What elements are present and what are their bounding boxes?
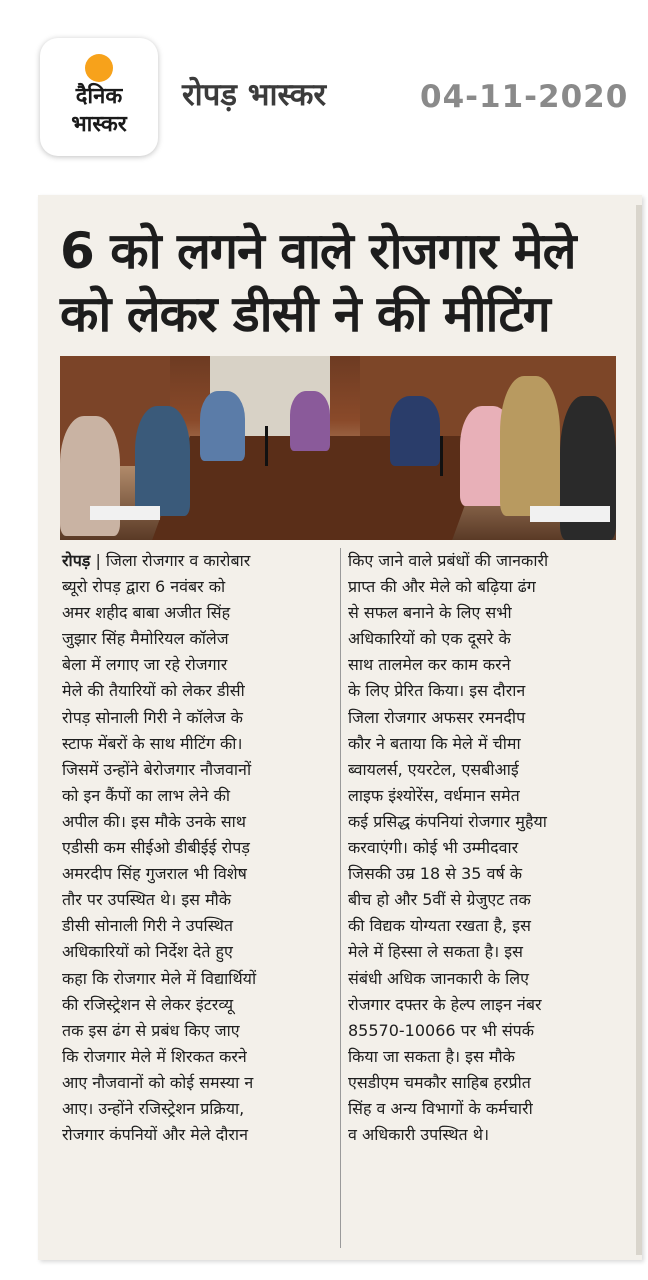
photo-paper [90, 506, 160, 520]
edition-title: रोपड़ भास्कर [182, 77, 327, 113]
article-line: प्राप्त की और मेले को बढ़िया ढंग [348, 577, 536, 597]
sun-icon [85, 54, 113, 82]
article-line: जिसमें उन्होंने बेरोजगार नौजवानों [62, 759, 252, 779]
article-line: किया जा सकता है। इस मौके [348, 1046, 515, 1066]
clipping-edge [636, 205, 642, 1255]
article-column-left [62, 548, 334, 1148]
photo-person [500, 376, 560, 516]
article-line: मेले की तैयारियों को लेकर डीसी [62, 681, 245, 701]
article-line: रोजगार दफ्तर के हेल्प लाइन नंबर [348, 994, 542, 1014]
article-line: एसडीएम चमकौर साहिब हरप्रीत [348, 1072, 531, 1092]
article-line: एडीसी कम सीईओ डीबीईई रोपड़ [62, 838, 250, 858]
article-line: तौर पर उपस्थित थे। इस मौके [62, 890, 232, 910]
article-line: साथ तालमेल कर काम करने [348, 655, 511, 675]
article-line: अमर शहीद बाबा अजीत सिंह [62, 603, 231, 623]
photo-person [390, 396, 440, 466]
article-line: मेले में हिस्सा ले सकता है। इस [348, 942, 523, 962]
logo-word-bhaskar: भास्कर [71, 112, 127, 137]
article-line: कई प्रसिद्ध कंपनियां रोजगार मुहैया [348, 811, 547, 831]
article-line: किए जाने वाले प्रबंधों की जानकारी [348, 551, 549, 570]
article-line: सिंह व अन्य विभागों के कर्मचारी [348, 1098, 533, 1118]
article-line: अमरदीप सिंह गुजराल भी विशेष [62, 864, 247, 884]
article-line: व अधिकारी उपस्थित थे। [348, 1125, 490, 1145]
article-line: ब्वायलर्स, एयरटेल, एसबीआई [348, 759, 519, 779]
article-line: 85570-10066 पर भी संपर्क [348, 1020, 535, 1040]
article-line: बीच हो और 5वीं से ग्रेजुएट तक [348, 890, 531, 910]
article-line: कहा कि रोजगार मेले में विद्यार्थियों [62, 968, 257, 988]
article-line: की विद्यक योग्यता रखता है, इस [348, 916, 531, 936]
article-line: के लिए प्रेरित किया। इस दौरान [348, 681, 526, 701]
headline-line-2: को लेकर डीसी ने की मीटिंग [60, 285, 550, 343]
article-line: बेला में लगाए जा रहे रोजगार [62, 655, 228, 675]
article-line: रोजगार कंपनियों और मेले दौरान [62, 1125, 248, 1145]
photo-person [200, 391, 245, 461]
photo-person [290, 391, 330, 451]
edition-date: 04-11-2020 [420, 79, 629, 115]
article-line: संबंधी अधिक जानकारी के लिए [348, 968, 529, 988]
photo-person [135, 406, 190, 516]
article-line: अपील की। इस मौके उनके साथ [62, 811, 247, 831]
article-line: से सफल बनाने के लिए सभी [348, 603, 512, 623]
article-line: लाइफ इंश्योरेंस, वर्धमान समेत [348, 785, 520, 805]
article-line: ब्यूरो रोपड़ द्वारा 6 नवंबर को [62, 577, 226, 597]
article-line: कौर ने बताया कि मेले में चीमा [348, 733, 521, 753]
article-line: अधिकारियों को एक दूसरे के [348, 629, 511, 649]
article-line: जुझार सिंह मैमोरियल कॉलेज [62, 629, 229, 649]
article-line: की रजिस्ट्रेशन से लेकर इंटरव्यू [62, 994, 234, 1014]
article-line: आए नौजवानों को कोई समस्या न [62, 1072, 254, 1092]
app-header [0, 0, 648, 185]
article-line: जिला रोजगार अफसर रमनदीप [348, 707, 526, 727]
photo-microphone [440, 436, 443, 476]
article-line: तक इस ढंग से प्रबंध किए जाए [62, 1020, 240, 1040]
article-line: जिसकी उम्र 18 से 35 वर्ष के [348, 864, 523, 884]
meeting-photo [60, 356, 616, 540]
dainik-bhaskar-logo[interactable] [40, 38, 158, 156]
article-line: | जिला रोजगार व कारोबार [95, 551, 251, 570]
article-line: डीसी सोनाली गिरी ने उपस्थित [62, 916, 233, 936]
headline-line-1: 6 को लगने वाले रोजगार मेले [60, 222, 576, 280]
photo-microphone [265, 426, 268, 466]
dateline: रोपड़ [62, 551, 91, 570]
photo-paper [530, 506, 610, 522]
logo-word-dainik: दैनिक [75, 84, 123, 109]
article-line: को इन कैंपों का लाभ लेने की [62, 785, 231, 805]
article-line: आए। उन्होंने रजिस्ट्रेशन प्रक्रिया, [62, 1098, 245, 1118]
article-line: स्टाफ मेंबरों के साथ मीटिंग की। [62, 733, 243, 753]
article-column-right [348, 548, 622, 1148]
column-divider [340, 548, 341, 1248]
article-line: अधिकारियों को निर्देश देते हुए [62, 942, 233, 962]
article-line: करवाएंगी। कोई भी उम्मीदवार [348, 838, 519, 858]
article-line: कि रोजगार मेले में शिरकत करने [62, 1046, 247, 1066]
article-line: रोपड़ सोनाली गिरी ने कॉलेज के [62, 707, 243, 727]
